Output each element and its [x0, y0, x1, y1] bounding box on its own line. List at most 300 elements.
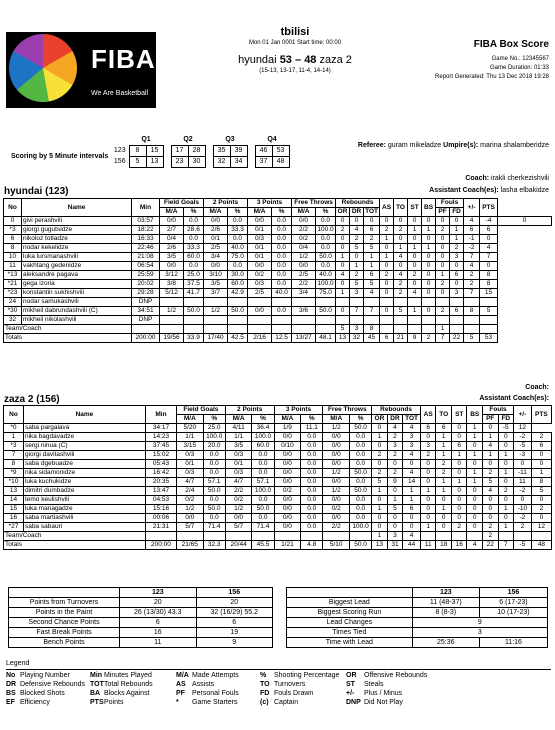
stat-cell: 100.0	[252, 487, 274, 496]
stat-cell: 0/1	[225, 460, 252, 469]
stat-cell: 0	[420, 478, 436, 487]
stat-cell: 0	[451, 514, 467, 523]
legend-abbr: BS	[6, 690, 16, 697]
stat-cell	[350, 316, 364, 325]
summary-value: 11	[120, 638, 196, 648]
summary-team-b: 156	[196, 588, 272, 598]
stat-cell: 0	[364, 217, 380, 226]
player-row	[4, 298, 552, 307]
stat-cell	[204, 316, 228, 325]
stat-cell: 0	[394, 262, 408, 271]
stat-cell	[394, 316, 408, 325]
stat-cell: 4	[394, 271, 408, 280]
stat-cell: 5	[531, 487, 551, 496]
stat-cell: 8	[364, 325, 380, 334]
stat-cell: 0.0	[350, 442, 372, 451]
col-plusminus: +/-	[464, 199, 480, 217]
legend-abbr: AS	[176, 681, 186, 688]
stat-cell: 0	[422, 271, 436, 280]
player-number: 8	[4, 460, 24, 469]
stat-cell: 1	[436, 442, 452, 451]
stat-cell: 8	[464, 307, 480, 316]
stat-cell: 1	[436, 478, 452, 487]
stat-cell: 30.0	[228, 271, 248, 280]
stat-cell: 1	[336, 253, 350, 262]
summary-value: 25:36	[412, 638, 479, 648]
stat-cell: 0.0	[350, 433, 372, 442]
stat-cell: 2/2	[292, 226, 316, 235]
stat-cell: 0.0	[203, 451, 225, 460]
total-cell: 32.3	[203, 541, 225, 550]
stat-cell: 0	[498, 217, 552, 226]
stat-cell: 2	[436, 307, 450, 316]
stat-cell: 0	[408, 280, 422, 289]
col-dr: DR	[387, 415, 403, 424]
player-name: saba martiashvili	[23, 514, 145, 523]
stat-cell: 0	[422, 253, 436, 262]
legend-desc: Blocks Against	[104, 690, 150, 697]
stat-cell: 0.0	[350, 460, 372, 469]
total-cell: 50.0	[350, 541, 372, 550]
total-cell: 11	[420, 541, 436, 550]
totals-row	[4, 334, 552, 343]
total-cell: 200:00	[132, 334, 160, 343]
stat-cell: 1	[372, 505, 388, 514]
stat-cell: 0	[420, 460, 436, 469]
stat-cell: 3	[403, 433, 421, 442]
player-row	[4, 487, 552, 496]
col-name: Name	[22, 199, 132, 217]
stat-cell: 0	[422, 280, 436, 289]
stat-cell: 20.0	[203, 442, 225, 451]
stat-cell: 0.0	[350, 514, 372, 523]
stat-cell	[480, 325, 498, 334]
player-name: saba dgebuadze	[23, 460, 145, 469]
col-2pt: 2 Points	[204, 199, 248, 208]
stat-cell: 2/5	[204, 244, 228, 253]
stat-cell: 5	[483, 478, 499, 487]
summary-team-a: 123	[120, 588, 196, 598]
player-number: *27	[4, 523, 24, 532]
legend-pad	[458, 689, 538, 698]
player-name: saba pargalava	[23, 424, 145, 433]
stat-cell: 71.4	[203, 523, 225, 532]
game-datetime: Mon 01 Jan 0001 Start time: 00:00	[248, 40, 342, 46]
player-row	[4, 433, 552, 442]
total-cell: 9	[408, 334, 422, 343]
summary-row	[287, 628, 548, 638]
stat-cell: 0/2	[177, 496, 204, 505]
stat-cell	[480, 316, 498, 325]
game-number: Game No.: 12345567	[491, 56, 549, 62]
summary-value: 11 (48-37)	[412, 598, 479, 608]
stat-cell: 0.0	[252, 460, 274, 469]
stat-cell: 0	[336, 280, 350, 289]
player-row	[4, 235, 552, 244]
stat-cell	[464, 298, 480, 307]
stat-cell: 15	[480, 289, 498, 298]
stat-cell: 0.0	[301, 433, 323, 442]
stat-cell: 0	[336, 217, 350, 226]
stat-cell: 33.3	[228, 226, 248, 235]
stat-cell: 0	[498, 496, 514, 505]
stat-cell	[422, 298, 436, 307]
player-number: 0	[4, 217, 22, 226]
stat-cell: 1	[498, 505, 514, 514]
legend-abbr: OR	[346, 672, 357, 679]
stat-cell	[204, 325, 228, 334]
scoring-intervals: Q1 Q2 Q3 Q4 Scoring by 5 Minute intervals 123 8 15 17 28 35 39 46 53 156 5 13 23 30 32 34 37 48	[11, 134, 290, 168]
player-min: DNP	[132, 298, 160, 307]
player-row	[4, 307, 552, 316]
col-plusminus: +/-	[514, 406, 532, 424]
col-min: Min	[132, 199, 160, 217]
stat-cell: 0	[420, 469, 436, 478]
stat-cell: 0.0	[316, 244, 336, 253]
stat-cell: 0	[420, 514, 436, 523]
total-cell: 19/56	[160, 334, 184, 343]
stat-cell: 0.0	[184, 235, 204, 244]
stat-cell	[394, 298, 408, 307]
stat-cell: 0	[498, 478, 514, 487]
stat-cell: 0	[514, 460, 532, 469]
stat-cell	[336, 298, 350, 307]
total-cell: 13	[336, 334, 350, 343]
stat-cell: 1/1	[225, 433, 252, 442]
player-name: aleksandre pagava	[22, 271, 132, 280]
legend-desc: Fouls Drawn	[274, 690, 314, 697]
stat-cell	[228, 325, 248, 334]
stat-cell: 0	[436, 523, 452, 532]
stat-cell: 0/0	[323, 451, 350, 460]
stat-cell	[380, 325, 394, 334]
player-number: *3	[4, 442, 24, 451]
stat-cell: 0.0	[301, 496, 323, 505]
stat-cell: 0/2	[248, 271, 272, 280]
player-row	[4, 289, 552, 298]
legend-desc: Efficiency	[20, 699, 50, 706]
stat-cell: 1	[436, 505, 452, 514]
stat-cell: 0	[467, 496, 483, 505]
legend-desc: Total Rebounds	[104, 681, 153, 688]
col-tot: TOT	[403, 415, 421, 424]
stat-cell: 57.1	[203, 478, 225, 487]
stat-cell: 1	[450, 226, 464, 235]
legend-abbr: +/-	[346, 690, 355, 697]
stat-cell: 100.0	[252, 433, 274, 442]
legend-abbr: EF	[6, 699, 15, 706]
stat-cell: 0	[372, 523, 388, 532]
stat-cell: 0	[380, 289, 394, 298]
total-cell: 21	[394, 334, 408, 343]
stat-cell: 7	[464, 253, 480, 262]
stat-cell: 0.0	[350, 478, 372, 487]
stat-cell: 3/4	[292, 289, 316, 298]
stat-cell	[160, 298, 184, 307]
col-no: No	[4, 199, 22, 217]
stat-cell: 0	[372, 442, 388, 451]
stat-cell: 2	[350, 271, 364, 280]
stat-cell: 1	[451, 451, 467, 460]
stat-cell	[323, 532, 350, 541]
stat-cell: 0	[531, 514, 551, 523]
stat-cell: 0	[450, 262, 464, 271]
legend-desc: Steals	[364, 681, 384, 688]
stat-cell: 3/10	[204, 271, 228, 280]
total-cell: 21/65	[177, 541, 204, 550]
stat-cell: 4	[464, 262, 480, 271]
total-cell: 42.5	[228, 334, 248, 343]
stat-cell: 0	[394, 235, 408, 244]
stat-cell: 0.0	[350, 496, 372, 505]
stat-cell: -5	[514, 442, 532, 451]
stat-cell: 1	[467, 469, 483, 478]
summary-row	[9, 628, 273, 638]
total-cell: 4	[467, 541, 483, 550]
stat-cell: 0	[408, 235, 422, 244]
stat-cell: 3/4	[204, 253, 228, 262]
stat-cell: 1	[483, 451, 499, 460]
stat-cell: 2/4	[177, 487, 204, 496]
stat-cell	[160, 316, 184, 325]
stat-cell: 0/0	[248, 217, 272, 226]
col-or: OR	[336, 208, 350, 217]
stat-cell: 0	[422, 235, 436, 244]
legend-desc: Made Attempts	[192, 672, 239, 679]
stat-cell: 6	[364, 226, 380, 235]
stat-cell: 0	[372, 496, 388, 505]
stat-cell: 0	[483, 514, 499, 523]
player-row	[4, 523, 552, 532]
stat-cell: 1	[451, 478, 467, 487]
stat-cell: 0	[451, 424, 467, 433]
stat-cell: 0/0	[204, 217, 228, 226]
legend-abbr: FD	[260, 690, 270, 697]
stat-cell	[408, 325, 422, 334]
stat-cell: 0.0	[301, 505, 323, 514]
col-pct: %	[184, 208, 204, 217]
stat-cell: 5	[336, 325, 350, 334]
stat-cell: 2	[350, 235, 364, 244]
stat-cell: 0.0	[316, 235, 336, 244]
fiba-logo	[6, 32, 156, 108]
stat-cell	[248, 325, 272, 334]
summary-row	[9, 618, 273, 628]
summary-value: 20	[120, 598, 196, 608]
player-row	[4, 460, 552, 469]
col-to: TO	[394, 199, 408, 217]
total-cell: 4.8	[301, 541, 323, 550]
legend-pad	[458, 698, 538, 707]
stat-cell: 0.0	[203, 469, 225, 478]
stat-cell: 5	[372, 478, 388, 487]
stat-cell: 3/5	[160, 253, 184, 262]
stat-cell	[272, 298, 292, 307]
total-cell: 53	[480, 334, 498, 343]
stat-cell	[436, 298, 450, 307]
player-row	[4, 505, 552, 514]
total-cell: 2/16	[248, 334, 272, 343]
stat-cell: 5/20	[177, 424, 204, 433]
summary-label: Time with Lead	[287, 638, 413, 648]
summary-value: 6	[120, 618, 196, 628]
stat-cell: 0	[403, 460, 421, 469]
total-cell: 48.1	[316, 334, 336, 343]
stat-cell: 6	[450, 307, 464, 316]
summary-header	[9, 588, 273, 598]
player-row	[4, 280, 552, 289]
col-bs: BS	[467, 406, 483, 424]
stat-cell: 2	[394, 289, 408, 298]
stat-cell	[436, 316, 450, 325]
stat-cell: 0.0	[228, 235, 248, 244]
stat-cell: 0	[380, 280, 394, 289]
stat-cell: 0.0	[272, 271, 292, 280]
col-pct: %	[203, 415, 225, 424]
stat-cell: 0	[451, 433, 467, 442]
col-no: No	[4, 406, 24, 424]
stat-cell: 1/1	[177, 433, 204, 442]
stat-cell: -1	[464, 235, 480, 244]
stat-cell: 1	[403, 487, 421, 496]
summary-blank	[287, 588, 413, 598]
summary-row	[287, 618, 548, 628]
stat-cell: 0/0	[274, 451, 301, 460]
col-as: AS	[380, 199, 394, 217]
stat-cell: 1	[483, 433, 499, 442]
stat-cell	[204, 298, 228, 307]
col-to: TO	[436, 406, 452, 424]
col-or: OR	[372, 415, 388, 424]
stat-cell: 0.0	[316, 217, 336, 226]
stat-cell: 2	[387, 451, 403, 460]
stat-cell: 3	[350, 289, 364, 298]
col-ma: M/A	[248, 208, 272, 217]
stat-cell: 0.0	[184, 262, 204, 271]
stat-cell: 1	[380, 253, 394, 262]
stat-cell: 4/7	[177, 478, 204, 487]
stat-cell: 0	[436, 217, 450, 226]
player-number: *21	[4, 280, 22, 289]
col-ma: M/A	[225, 415, 252, 424]
col-rebounds: Rebounds	[372, 406, 421, 415]
stat-cell	[464, 325, 480, 334]
stat-cell: 2/2	[225, 487, 252, 496]
stat-cell: 8	[480, 280, 498, 289]
stat-cell: 16:33	[132, 235, 160, 244]
stat-cell: 0/0	[274, 433, 301, 442]
stat-cell: 0	[531, 496, 551, 505]
stat-cell	[274, 532, 301, 541]
legend-abbr: Min	[90, 672, 103, 679]
stat-cell: 2/6	[204, 226, 228, 235]
stat-cell: 0	[380, 262, 394, 271]
teamB-coach: Coach:	[525, 384, 549, 391]
stat-cell: -10	[514, 505, 532, 514]
total-cell: 6	[380, 334, 394, 343]
summary-row	[287, 638, 548, 648]
stat-cell: 2	[372, 451, 388, 460]
legend-pad	[458, 680, 538, 689]
col-pct: %	[252, 415, 274, 424]
player-name: sergi ninua (C)	[23, 442, 145, 451]
total-cell: 33.9	[184, 334, 204, 343]
stat-cell: 0	[450, 217, 464, 226]
player-row	[4, 253, 552, 262]
stat-cell: 5	[480, 307, 498, 316]
stat-cell: 3/8	[160, 280, 184, 289]
stat-cell: 0	[422, 217, 436, 226]
stat-cell: 1	[420, 523, 436, 532]
stat-cell: 3/12	[160, 271, 184, 280]
legend-desc: Did Not Play	[364, 699, 403, 706]
stat-cell: 1	[403, 496, 421, 505]
stat-cell: 1	[436, 271, 450, 280]
stat-cell: 0/0	[177, 514, 204, 523]
stat-cell: 21:31	[145, 523, 176, 532]
report-info	[435, 40, 549, 82]
legend-desc: Game Starters	[192, 699, 238, 706]
stat-cell: 0/0	[323, 514, 350, 523]
stat-cell: 1	[436, 433, 452, 442]
stat-cell: 1	[364, 262, 380, 271]
col-name: Name	[23, 406, 145, 424]
player-name: giorgi davitashvili	[23, 451, 145, 460]
stat-cell: 22:46	[132, 244, 160, 253]
stat-cell: -2	[464, 244, 480, 253]
stat-cell	[450, 298, 464, 307]
player-name: nika bagdavadze	[23, 433, 145, 442]
stat-cell: 2	[514, 523, 532, 532]
player-name: vakhtang gedenidze	[22, 262, 132, 271]
stat-cell: 1	[436, 325, 450, 334]
stat-cell: 0	[336, 307, 350, 316]
stat-cell: 1	[387, 496, 403, 505]
legend-grid	[6, 669, 551, 707]
stat-cell: 0	[408, 262, 422, 271]
stat-cell: 2	[464, 280, 480, 289]
player-name: nika sidamonidze	[23, 469, 145, 478]
stat-cell: 3	[450, 253, 464, 262]
col-fd: FD	[450, 208, 464, 217]
teamA-coach: Coach: irakli cherkezishvili	[465, 175, 549, 182]
stat-cell: 4	[387, 424, 403, 433]
stat-cell: 71.4	[252, 523, 274, 532]
player-number: 7	[4, 451, 24, 460]
stat-cell: 0/4	[160, 235, 184, 244]
stat-cell: 1	[350, 262, 364, 271]
stat-cell: 0	[498, 514, 514, 523]
legend-abbr: No	[6, 672, 16, 679]
stat-cell: 0	[467, 442, 483, 451]
stat-cell: 36.4	[252, 424, 274, 433]
stat-cell: 0/3	[248, 235, 272, 244]
stat-cell: 0	[372, 424, 388, 433]
stat-cell: 40.0	[316, 271, 336, 280]
stat-cell: 1	[336, 289, 350, 298]
summary-row	[287, 598, 548, 608]
player-name: giorgi gugutsidze	[22, 226, 132, 235]
stat-cell	[350, 532, 372, 541]
stat-cell: 0.0	[272, 217, 292, 226]
col-ma: M/A	[160, 208, 184, 217]
player-name: gega izoria	[22, 280, 132, 289]
legend-desc: Plus / Minus	[364, 690, 403, 697]
stat-cell: 75.0	[316, 289, 336, 298]
player-row	[4, 262, 552, 271]
stat-cell: 1	[498, 469, 514, 478]
stat-cell: 1/2	[225, 505, 252, 514]
